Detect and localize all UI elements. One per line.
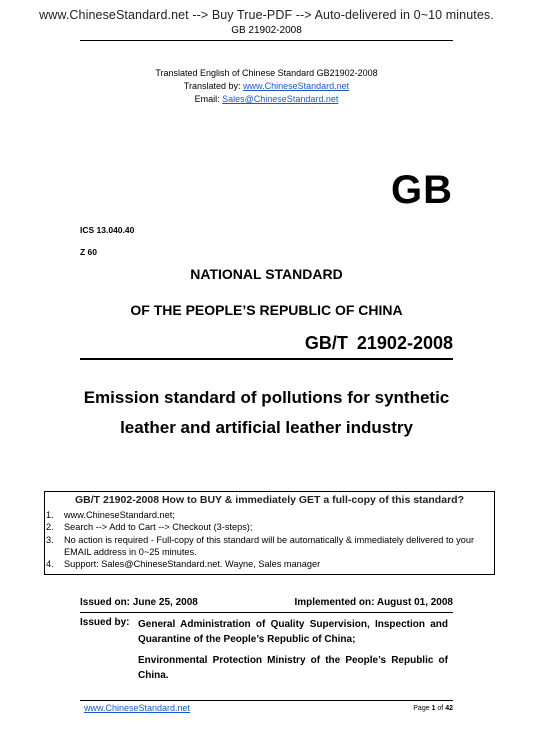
- list-item-text: Support: Sales@ChineseStandard.net. Wayne, Sales manager: [64, 559, 321, 570]
- page-total: 42: [445, 705, 453, 712]
- issued-by-label: Issued by:: [80, 617, 130, 628]
- classification-code: Z 60: [80, 247, 98, 257]
- list-item-number: 3.: [46, 534, 54, 545]
- header-divider: [80, 40, 453, 41]
- list-item: [45, 558, 494, 570]
- implemented-on-date: Implemented on: August 01, 2008: [294, 597, 453, 608]
- footer-website-link[interactable]: www.ChineseStandard.net: [84, 703, 191, 713]
- page-mid: of: [435, 705, 446, 712]
- list-item: [45, 521, 494, 533]
- issuance-divider: [80, 612, 453, 613]
- translated-by-line: [0, 81, 533, 91]
- document-title-line-2: leather and artificial leather industry: [120, 418, 413, 437]
- header-doc-number: GB 21902-2008: [231, 25, 302, 36]
- purchase-heading: GB/T 21902-2008 How to BUY & immediately GET a full-copy of this standard?: [75, 494, 464, 506]
- list-item: [45, 509, 494, 521]
- email-label: Email:: [194, 94, 223, 104]
- standard-number: GB/T 21902-2008: [304, 333, 453, 353]
- issuer-gaqsiq: General Administration of Quality Supervision, Inspection and Quarantine of the People’s Republic of China;: [138, 619, 448, 645]
- list-item-text: No action is required - Full-copy of this standard will be automatically & immediately delivered to your EMAIL address in 0~25 minutes.: [64, 534, 475, 557]
- top-banner: www.ChineseStandard.net --> Buy True-PDF --> Auto-delivered in 0~10 minutes.: [39, 8, 494, 22]
- title-divider: [80, 358, 453, 360]
- translator-website-link[interactable]: www.ChineseStandard.net: [243, 81, 350, 91]
- purchase-info-box: [44, 491, 495, 575]
- national-standard-heading: NATIONAL STANDARD: [190, 266, 343, 282]
- list-item-text: Search --> Add to Cart --> Checkout (3-steps);: [64, 522, 253, 533]
- purchase-steps-list: [45, 509, 494, 570]
- issuer-environmental-ministry: Environmental Protection Ministry of the People’s Republic of China.: [138, 655, 448, 681]
- footer-divider: [80, 700, 453, 701]
- document-title-line-1: Emission standard of pollutions for synthetic: [83, 388, 450, 407]
- page-current: 1: [431, 705, 436, 712]
- list-item: [45, 534, 494, 559]
- ics-code: ICS 13.040.40: [80, 225, 135, 235]
- list-item-number: 2.: [46, 522, 54, 533]
- email-line: [0, 94, 533, 104]
- republic-heading: OF THE PEOPLE’S REPUBLIC OF CHINA: [130, 302, 403, 318]
- page-indicator: [413, 705, 453, 712]
- email-link[interactable]: Sales@ChineseStandard.net: [222, 94, 339, 104]
- gb-logo: GB: [391, 168, 453, 212]
- page-prefix: Page: [413, 705, 432, 712]
- issued-on-date: Issued on: June 25, 2008: [80, 597, 198, 608]
- list-item-text[interactable]: www.ChineseStandard.net;: [64, 510, 175, 520]
- list-item-number: 4.: [46, 559, 54, 570]
- translation-note: Translated English of Chinese Standard GB21902-2008: [155, 68, 378, 78]
- list-item-number: 1.: [46, 510, 54, 520]
- translated-by-label: Translated by:: [183, 81, 244, 91]
